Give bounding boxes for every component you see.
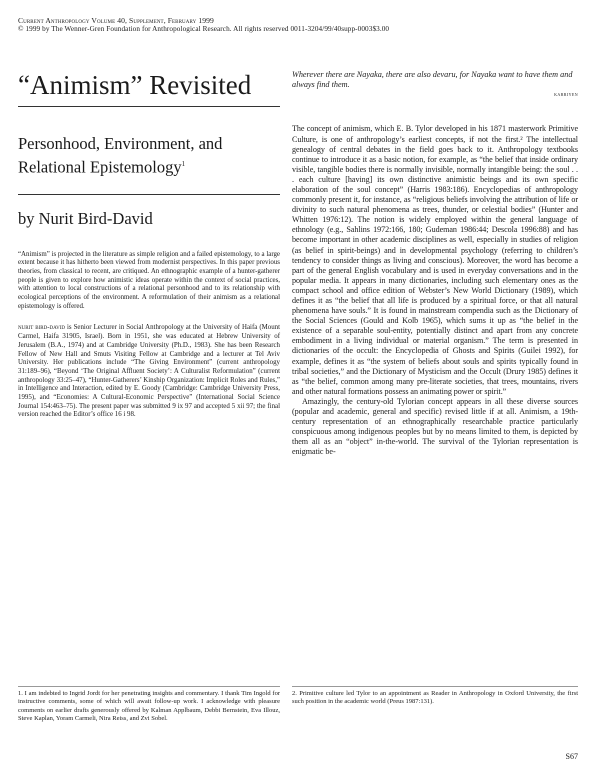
copyright-line: © 1999 by The Wenner-Gren Foundation for Anthropological Research. All rights reserved 0011-3204/99/40supp-0003$3.00 (18, 25, 390, 33)
subtitle-line-2: Relational Epistemology (18, 157, 182, 177)
subtitle-rule (18, 194, 280, 195)
author-bio (18, 324, 280, 420)
bio-text: is Senior Lecturer in Social Anthropology at the University of Haifa (Mount Carmel, Haifa 31905, Israel). Born in 1951, she was educated at Hebrew University of Jerusalem (B.A., 1974) and at Cambridge University (Ph.D., 1983). She has been Research Fellow of New Hall and Smuts Visiting Fellow at Cambridge and a lecturer at Tel Aviv University. Her publications include “The Giving Environment” (current anthropology 31:189–96), “Beyond ‘The Original Affluent Society’: A Culturalist Reformulation” (current anthropology 33:25–47), “Hunter-Gatherers’ Kinship Organization: Implicit Roles and Rules,” in Intelligence and Interaction, edited by E. Goody (Cambridge: Cambridge University Press, 1995), and “Economies: A Cultural-Economic Perspective” (International Social Science Journal 154:463–75). The present paper was submitted 9 ix 97 and accepted 5 xii 97; the final version reached the Editor’s office 16 i 98. (18, 324, 280, 419)
subtitle-line-1: Personhood, Environment, and (18, 134, 223, 153)
title-rule (18, 106, 280, 107)
bio-author-name: nurit bird-david (18, 324, 65, 332)
article-title: “Animism” Revisited (18, 70, 252, 100)
running-head (18, 16, 578, 34)
body-text (292, 124, 578, 457)
article-subtitle (18, 133, 280, 178)
footnote-2: 2. Primitive culture led Tylor to an appointment as Reader in Anthropology in Oxford University, the first such position in the academic world (Preus 1987:131). (292, 686, 578, 707)
author-byline: by Nurit Bird-David (18, 208, 153, 228)
footnote-1: 1. I am indebted to Ingrid Jordt for her penetrating insights and commentary. I thank Tim Ingold for instructive comments, some of which will await follow-up work. I acknowledge with pleasure comments on earlier drafts generously offered by Kalman Applbaum, Debbi Bernstein, Eva Illouz, Steve Kaplan, Yoram Carmeli, Nira Reiss, and Zvi Sobel. (18, 686, 280, 723)
body-paragraph-2: Amazingly, the century-old Tylorian concept appears in all these diverse sources (popular and academic, general and specific) revised little if at all. Animism, a 19th-century representation of an ethnographically researchable practice particularly conspicuous among indigenous peoples but by no means limited to them, is depicted by them all as an “object” in-the-world. The survival of the Tylorian representation is enigmatic be- (292, 396, 578, 457)
page-number: S67 (565, 752, 578, 761)
subtitle-footnote-marker: 1 (181, 160, 186, 168)
abstract: “Animism” is projected in the literature as simple religion and a failed epistemology, to a large extent because it has hitherto been viewed from modernist perspectives. In this paper previous theories, from classical to recent, are critiqued. An ethnographic example of a hunter-gatherer people is given to explore how animistic ideas operate within the context of social practices, with attention to local constructions of a relational personhood and to its relationship with ecological perceptions of the environment. A reformulation of their animism as a relational epistemology is offered. (18, 250, 280, 310)
right-column (292, 70, 578, 458)
journal-issue-line: Current Anthropology Volume 40, Supplement, February 1999 (18, 16, 214, 25)
epigraph-attribution: karriyen (554, 91, 578, 99)
left-column (18, 70, 280, 420)
epigraph: Wherever there are Nayaka, there are also devaru, for Nayaka want to have them and always find them. (292, 70, 573, 90)
body-paragraph-1: The concept of animism, which E. B. Tylor developed in his 1871 masterwork Primitive Culture, is one of anthropology’s earliest concepts, if not the first.² The intellectual genealogy of central debates in the field goes back to it. Anthropology textbooks continue to introduce it as a basic notion, for example, as “the belief that inside ordinary visible, tangible bodies there is normally invisible, normally intangible being: the soul . . . each culture [having] its own distinctive animistic beings and its own specific elaboration of the soul concept” (Harris 1983:186). Encyclopedias of anthropology commonly present it, for instance, as “religious beliefs involving the attribution of life or divinity to such natural phenomena as trees, thunder, or celestial bodies” (Hunter and Whitten 1976:12). The notion is widely employed within the general language of ethnology (e.g., Sahlins 1972:166, 180; Gudeman 1986:44; Descola 1996:88) and has become important in other academic disciplines as well, especially in studies of religion (as belief in spirit-beings) and in developmental psychology (referring to children’s tendency to consider things as living and conscious). Moreover, the word has become a part of the general English vocabulary and is used in everyday conversations and in the popular media. It appears in many dictionaries, including such elementary ones as the compact school and office edition of Webster’s New World Dictionary (1989), which defines it as “the belief that all life is produced by a spiritual force, or that all natural phenomena have souls.” It is found in mainstream compendia such as the Dictionary of the Social Sciences (Gould and Kolb 1965), which sums it up as “the belief in the existence of a separable soul-entity, potentially distinct and apart from any concrete embodiment in a living individual or material organism.” The term is presented in dictionaries of the occult: the Encyclopedia of Ghosts and Spirits (Guilei 1992), for example, defines it as “the system of beliefs about souls and spirits typically found in tribal societies,” and the Dictionary of Mysticism and the Occult (Drury 1985) defines it as “the belief, common among many pre-literate societies, that trees, mountains, rivers and other natural formations possess an animating power or spirit.” (292, 124, 578, 396)
